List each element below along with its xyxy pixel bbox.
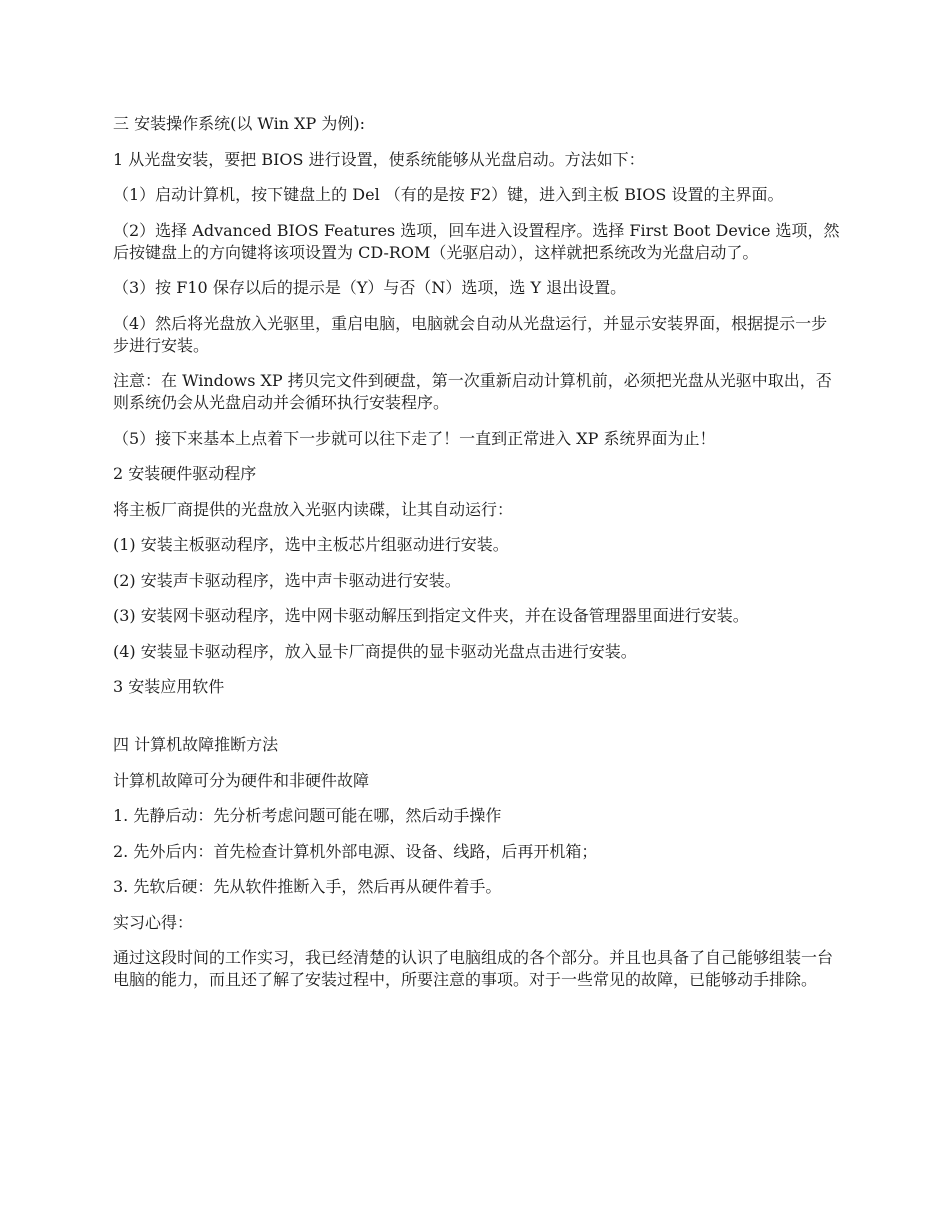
paragraph-rule-3: 3. 先软后硬：先从软件推断入手，然后再从硬件着手。 <box>113 877 502 896</box>
section-heading-install-os: 三 安装操作系统(以 Win XP 为例): <box>113 114 365 133</box>
heading-internship-reflection: 实习心得： <box>113 912 194 932</box>
paragraph-driver-4: (4) 安装显卡驱动程序，放入显卡厂商提供的显卡驱动光盘点击进行安装。 <box>113 641 637 661</box>
paragraph-driver-intro: 将主板厂商提供的光盘放入光驱内读碟，让其自动运行： <box>113 499 514 519</box>
paragraph-step-5: （5）接下来基本上点着下一步就可以往下走了！一直到正常进入 XP 系统界面为止！ <box>113 428 716 448</box>
paragraph-install-from-cd: 1 从光盘安装，要把 BIOS 进行设置，使系统能够从光盘启动。方法如下： <box>113 149 645 169</box>
paragraph-step-2: （2）选择 Advanced BIOS Features 选项，回车进入设置程序。选择 First Boot Device 选项，然后按键盘上的方向键将该项设置为 CD-ROM（光驱启动），这样就把系统改为光盘启动了。 <box>113 220 840 262</box>
paragraph-driver-1: (1) 安装主板驱动程序，选中主板芯片组驱动进行安装。 <box>113 535 509 554</box>
paragraph-note: 注意：在 Windows XP 拷贝完文件到硬盘，第一次重新启动计算机前，必须把光盘从光驱中取出，否则系统仍会从光盘启动并会循环执行安装程序。 <box>113 371 832 412</box>
paragraph-step-3: （3）按 F10 保存以后的提示是（Y）与否（N）选项，选 Y 退出设置。 <box>113 278 627 297</box>
subheading-install-drivers: 2 安装硬件驱动程序 <box>113 464 257 483</box>
paragraph-rule-1: 1. 先静后动：先分析考虑问题可能在哪，然后动手操作 <box>113 806 502 825</box>
subheading-install-apps: 3 安装应用软件 <box>113 677 225 696</box>
section-heading-diagnosis: 四 计算机故障推断方法 <box>113 735 279 754</box>
paragraph-driver-2: (2) 安装声卡驱动程序，选中声卡驱动进行安装。 <box>113 570 461 590</box>
paragraph-fault-types: 计算机故障可分为硬件和非硬件故障 <box>113 770 370 790</box>
paragraph-reflection: 通过这段时间的工作实习，我已经清楚的认识了电脑组成的各个部分。并且也具备了自己能够组装一台电脑的能力，而且还了解了安装过程中，所要注意的事项。对于一些常见的故障，已能够动手排除。 <box>113 948 834 989</box>
paragraph-step-4: （4）然后将光盘放入光驱里，重启电脑，电脑就会自动从光盘运行，并显示安装界面，根据提示一步步进行安装。 <box>113 313 828 355</box>
paragraph-step-1: （1）启动计算机，按下键盘上的 Del （有的是按 F2）键，进入到主板 BIOS 设置的主界面。 <box>113 185 784 204</box>
document-page <box>113 113 841 1005</box>
paragraph-driver-3: (3) 安装网卡驱动程序，选中网卡驱动解压到指定文件夹，并在设备管理器里面进行安装。 <box>113 606 749 625</box>
paragraph-rule-2: 2. 先外后内：首先检查计算机外部电源、设备、线路，后再开机箱； <box>113 841 598 861</box>
